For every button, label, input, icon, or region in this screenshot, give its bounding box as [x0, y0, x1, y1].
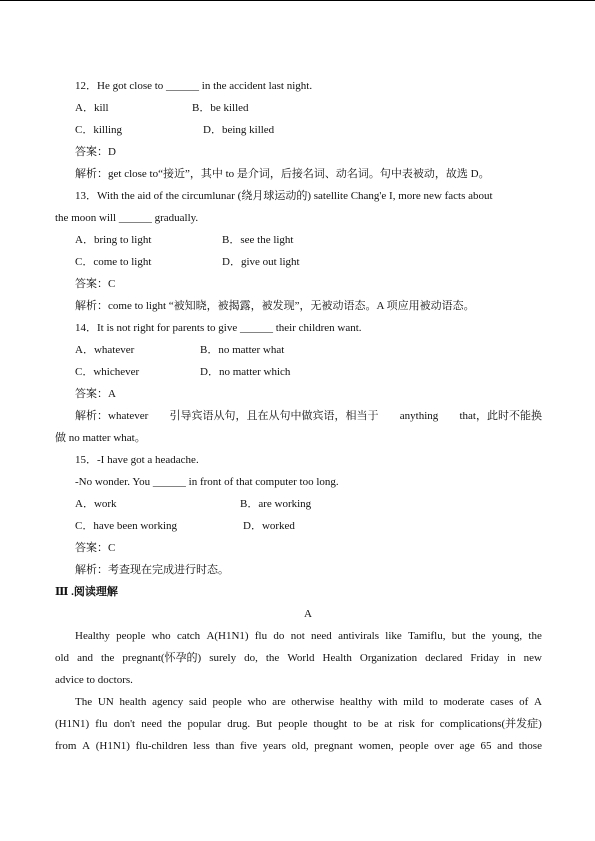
q13-option-c: C．come to light: [75, 256, 152, 268]
q12-stem: 12．He got close to ______ in the accident last night.: [75, 80, 313, 92]
passage-p1-line1: [75, 629, 542, 643]
passage-word: those: [518, 740, 542, 752]
passage-word: like: [385, 630, 402, 642]
passage-word: people: [116, 630, 146, 642]
passage-word: surely: [209, 652, 237, 664]
passage-word: with: [378, 696, 398, 708]
passage-word: less: [193, 740, 210, 752]
passage-word: pregnant(怀孕的): [122, 652, 202, 664]
passage-word: than: [215, 740, 235, 752]
q13-stem-line1: 13．With the aid of the circumlunar (绕月球运动的) satellite Chang'e I, more new facts about: [75, 190, 493, 202]
q14-analysis-line2: 做 no matter what。: [55, 432, 146, 444]
passage-word: age: [459, 740, 475, 752]
q15-line1: 15．-I have got a headache.: [75, 454, 199, 466]
passage-word: risk: [398, 718, 415, 730]
passage-word: people: [399, 740, 429, 752]
passage-word: the: [168, 718, 182, 730]
q12-option-b: B．be killed: [192, 102, 249, 114]
q15-option-b: B．are working: [240, 498, 312, 510]
passage-word: who: [151, 630, 171, 642]
passage-word: catch: [176, 630, 201, 642]
passage-word: don't: [113, 718, 136, 730]
passage-word: 65: [480, 740, 492, 752]
passage-word: of: [519, 696, 529, 708]
passage-word: The: [75, 696, 93, 708]
passage-word: are: [272, 696, 286, 708]
passage-word: in: [507, 652, 516, 664]
passage-p2-line3: [55, 739, 542, 753]
q12-option-d: D．being killed: [203, 124, 275, 136]
passage-word: mild: [403, 696, 424, 708]
q14-option-c: C．whichever: [75, 366, 140, 378]
q15-option-d: D．worked: [243, 520, 295, 532]
passage-word: declared: [425, 652, 463, 664]
passage-word: women,: [358, 740, 394, 752]
q15-line2: -No wonder. You ______ in front of that computer too long.: [75, 476, 339, 488]
passage-word: otherwise: [291, 696, 335, 708]
q14-analysis-part: anything: [399, 410, 439, 422]
q13-option-b: B．see the light: [222, 234, 294, 246]
passage-word: at: [384, 718, 393, 730]
passage-word: (H1N1): [95, 740, 130, 752]
passage-word: over: [434, 740, 454, 752]
passage-word: the: [265, 652, 280, 664]
passage-p2-line1: [75, 695, 542, 709]
passage-word: people: [212, 696, 242, 708]
passage-word: moderate: [443, 696, 485, 708]
passage-word: the: [100, 652, 115, 664]
passage-word: A(H1N1): [206, 630, 249, 642]
passage-word: flu: [95, 718, 108, 730]
passage-word: be: [367, 718, 379, 730]
passage-p2-line2: [55, 717, 542, 731]
passage-word: A: [534, 696, 542, 708]
passage-word: and: [497, 740, 514, 752]
passage-word: years: [262, 740, 287, 752]
passage-word: the: [472, 630, 486, 642]
passage-word: not: [290, 630, 305, 642]
passage-word: Friday: [470, 652, 500, 664]
passage-word: flu-children: [135, 740, 188, 752]
passage-word: old: [55, 652, 70, 664]
passage-word: flu: [254, 630, 268, 642]
passage-word: popular: [187, 718, 222, 730]
passage-word: to: [353, 718, 362, 730]
passage-word: five: [240, 740, 258, 752]
passage-word: thought: [313, 718, 348, 730]
header-rule: [0, 0, 595, 1]
passage-word: Healthy: [75, 630, 110, 642]
passage-word: but: [451, 630, 466, 642]
passage-word: agency: [152, 696, 184, 708]
passage-word: complications(并发症): [439, 718, 542, 730]
q15-option-a: A．work: [75, 498, 117, 510]
passage-word: do: [273, 630, 285, 642]
q12-option-a: A．kill: [75, 102, 109, 114]
q14-analysis-part: 解析：whatever: [75, 410, 149, 422]
q13-stem-line2: the moon will ______ gradually.: [55, 212, 199, 224]
passage-word: health: [119, 696, 147, 708]
passage-word: cases: [490, 696, 514, 708]
q13-option-d: D．give out light: [222, 256, 300, 268]
passage-word: But: [256, 718, 273, 730]
q13-analysis: 解析：come to light “被知晓，被揭露，被发现”，无被动语态。A 项应用被动语态。: [75, 300, 475, 312]
passage-word: Organization: [359, 652, 418, 664]
passage-word: pregnant: [314, 740, 353, 752]
q12-answer: 答案：D: [75, 146, 116, 158]
q14-analysis-part: that，此时不能换: [459, 410, 542, 422]
q12-analysis: 解析：get close to“接近”，其中 to 是介词，后接名词、动名词。句中表被动，故选 D。: [75, 168, 490, 180]
q14-analysis-part: 引导宾语从句，且在从句中做宾语，相当于: [169, 410, 379, 422]
q14-option-d: D．no matter which: [200, 366, 291, 378]
passage-word: new: [523, 652, 542, 664]
q14-option-b: B．no matter what: [200, 344, 285, 356]
passage-word: A: [82, 740, 91, 752]
passage-word: need: [311, 630, 332, 642]
q15-answer: 答案：C: [75, 542, 116, 554]
q15-option-c: C．have been working: [75, 520, 178, 532]
passage-word: Health: [322, 652, 352, 664]
passage-word: said: [188, 696, 207, 708]
passage-word: antivirals: [338, 630, 380, 642]
q12-option-c: C．killing: [75, 124, 123, 136]
q14-analysis-line1: [75, 409, 542, 423]
q14-stem: 14．It is not right for parents to give ______ their children want.: [75, 322, 362, 334]
passage-word: the: [528, 630, 542, 642]
q15-analysis: 解析：考查现在完成进行时态。: [75, 564, 229, 576]
passage-word: healthy: [339, 696, 373, 708]
q13-answer: 答案：C: [75, 278, 116, 290]
passage-word: (H1N1): [55, 718, 90, 730]
passage-word: drug.: [227, 718, 251, 730]
passage-word: UN: [97, 696, 114, 708]
passage-word: young,: [491, 630, 523, 642]
passage-word: and: [77, 652, 93, 664]
passage-word: from: [55, 740, 77, 752]
passage-word: need: [141, 718, 162, 730]
passage-p1-line2: [55, 651, 542, 665]
passage-word: World: [287, 652, 315, 664]
passage-word: people: [278, 718, 308, 730]
section-heading: Ⅲ .阅读理解: [55, 586, 118, 598]
q13-option-a: A．bring to light: [75, 234, 152, 246]
passage-word: old,: [291, 740, 309, 752]
passage-word: Tamiflu,: [408, 630, 446, 642]
passage-word: to: [429, 696, 438, 708]
q14-option-a: A．whatever: [75, 344, 135, 356]
passage-word: who: [247, 696, 267, 708]
passage-word: do,: [244, 652, 258, 664]
passage-label: A: [304, 608, 312, 620]
q14-answer: 答案：A: [75, 388, 116, 400]
passage-word: for: [420, 718, 434, 730]
passage-p1-line3: advice to doctors.: [55, 674, 133, 686]
